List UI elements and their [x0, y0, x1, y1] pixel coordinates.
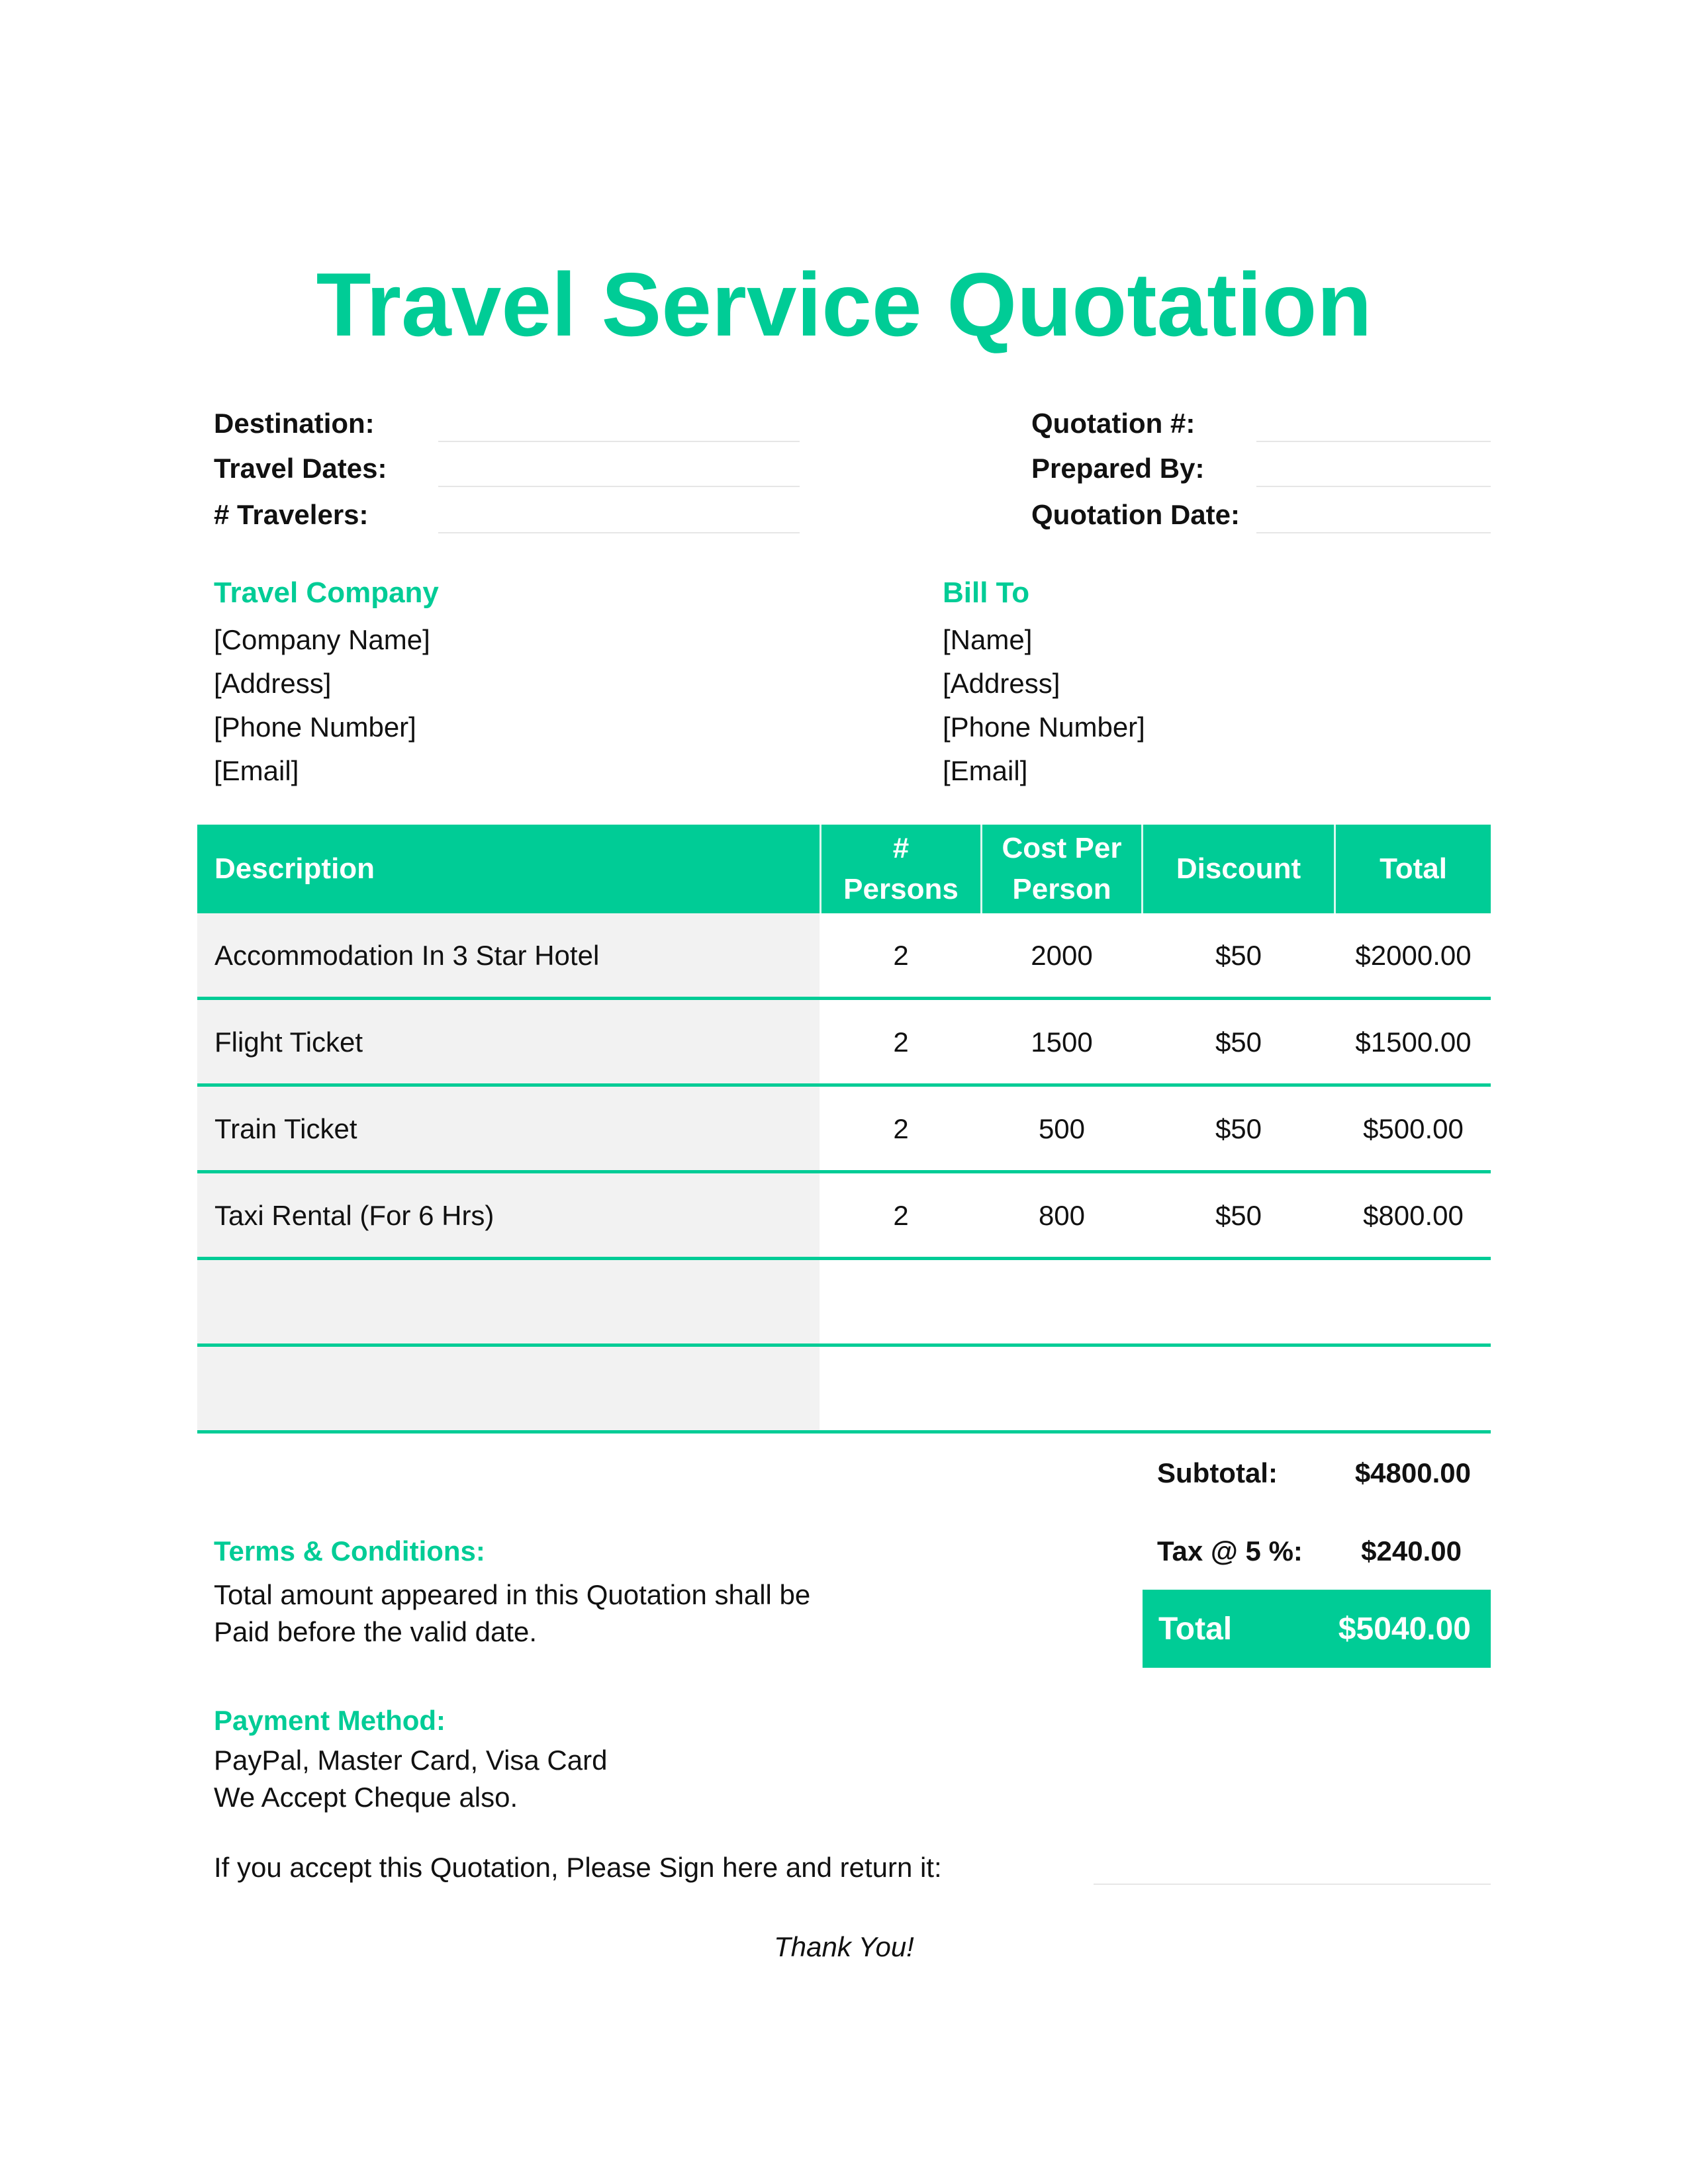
bill-to-phone: [Phone Number]	[943, 711, 1145, 743]
row-description: Flight Ticket	[214, 1026, 363, 1058]
travelers-field[interactable]	[438, 532, 800, 533]
thank-you-note: Thank You!	[774, 1931, 914, 1962]
row-cost: 500	[1038, 1113, 1086, 1144]
grand-total-value: $5040.00	[1338, 1611, 1471, 1647]
row-discount: $50	[1215, 940, 1262, 971]
row-persons: 2	[893, 1200, 909, 1231]
subtotal-label: Subtotal:	[1157, 1457, 1278, 1488]
header-persons	[821, 825, 980, 913]
table-row	[197, 1000, 1491, 1087]
table-header	[197, 825, 1491, 913]
row-persons: 2	[893, 1113, 909, 1144]
row-total: $800.00	[1363, 1200, 1464, 1231]
bill-to-heading: Bill To	[943, 576, 1030, 609]
company-name: [Company Name]	[214, 624, 430, 655]
header-persons-line1: #	[892, 832, 910, 864]
table-row	[197, 1087, 1491, 1173]
header-cost-line2: Person	[1012, 873, 1111, 905]
header-cost-per-person	[982, 825, 1141, 913]
payment-line-2: We Accept Cheque also.	[214, 1782, 518, 1813]
row-description	[197, 1260, 820, 1345]
company-email: [Email]	[214, 755, 299, 786]
row-discount: $50	[1215, 1113, 1262, 1144]
row-cost	[982, 1347, 1141, 1432]
row-total: $500.00	[1363, 1113, 1464, 1144]
row-discount	[1143, 1260, 1334, 1345]
payment-heading: Payment Method:	[214, 1705, 446, 1736]
row-total: $2000.00	[1355, 940, 1472, 971]
tax-value: $240.00	[1361, 1535, 1462, 1567]
row-divider	[197, 1430, 1491, 1433]
table-row	[197, 1260, 1491, 1347]
destination-field[interactable]	[438, 441, 800, 442]
company-address: [Address]	[214, 668, 332, 699]
terms-line-1: Total amount appeared in this Quotation shall be	[214, 1579, 811, 1610]
row-discount: $50	[1215, 1200, 1262, 1231]
row-description: Train Ticket	[214, 1113, 357, 1144]
row-total	[1336, 1260, 1491, 1345]
bill-to-email: [Email]	[943, 755, 1028, 786]
signature-field[interactable]	[1094, 1884, 1491, 1885]
row-discount	[1143, 1347, 1334, 1432]
subtotal-value: $4800.00	[1354, 1457, 1471, 1488]
grand-total-box	[1143, 1590, 1491, 1668]
row-cost: 800	[1038, 1200, 1086, 1231]
travelers-label: # Travelers:	[214, 499, 369, 530]
payment-line-1: PayPal, Master Card, Visa Card	[214, 1745, 608, 1776]
row-persons: 2	[893, 940, 909, 971]
company-phone: [Phone Number]	[214, 711, 416, 743]
row-description: Taxi Rental (For 6 Hrs)	[214, 1200, 494, 1231]
quotation-number-label: Quotation #:	[1031, 408, 1196, 439]
header-discount: Discount	[1176, 852, 1301, 885]
row-persons	[821, 1260, 980, 1345]
terms-heading: Terms & Conditions:	[214, 1535, 485, 1567]
header-description: Description	[214, 852, 375, 885]
row-cost: 2000	[1031, 940, 1093, 971]
tax-label: Tax @ 5 %:	[1157, 1535, 1303, 1567]
travel-dates-field[interactable]	[438, 486, 800, 487]
header-persons-line2: Persons	[843, 873, 959, 905]
table-row	[197, 913, 1491, 1000]
row-total	[1336, 1347, 1491, 1432]
header-cost-line1: Cost Per	[1002, 832, 1122, 864]
destination-label: Destination:	[214, 408, 375, 439]
row-persons: 2	[893, 1026, 909, 1058]
table-row	[197, 1347, 1491, 1433]
document-title: Travel Service Quotation	[316, 254, 1372, 355]
row-discount: $50	[1215, 1026, 1262, 1058]
row-persons	[821, 1347, 980, 1432]
row-description: Accommodation In 3 Star Hotel	[214, 940, 600, 971]
prepared-by-field[interactable]	[1256, 486, 1491, 487]
grand-total-label: Total	[1158, 1611, 1233, 1647]
row-description	[197, 1347, 820, 1432]
terms-line-2: Paid before the valid date.	[214, 1616, 538, 1647]
bill-to-address: [Address]	[943, 668, 1060, 699]
row-cost	[982, 1260, 1141, 1345]
table-row	[197, 1173, 1491, 1260]
header-total: Total	[1380, 852, 1447, 885]
signature-prompt: If you accept this Quotation, Please Sign here and return it:	[214, 1852, 942, 1883]
travel-dates-label: Travel Dates:	[214, 453, 387, 484]
quotation-number-field[interactable]	[1256, 441, 1491, 442]
quotation-date-field[interactable]	[1256, 532, 1491, 533]
travel-company-heading: Travel Company	[214, 576, 439, 609]
bill-to-name: [Name]	[943, 624, 1033, 655]
row-cost: 1500	[1031, 1026, 1093, 1058]
row-total: $1500.00	[1355, 1026, 1472, 1058]
quotation-date-label: Quotation Date:	[1031, 499, 1240, 530]
prepared-by-label: Prepared By:	[1031, 453, 1205, 484]
